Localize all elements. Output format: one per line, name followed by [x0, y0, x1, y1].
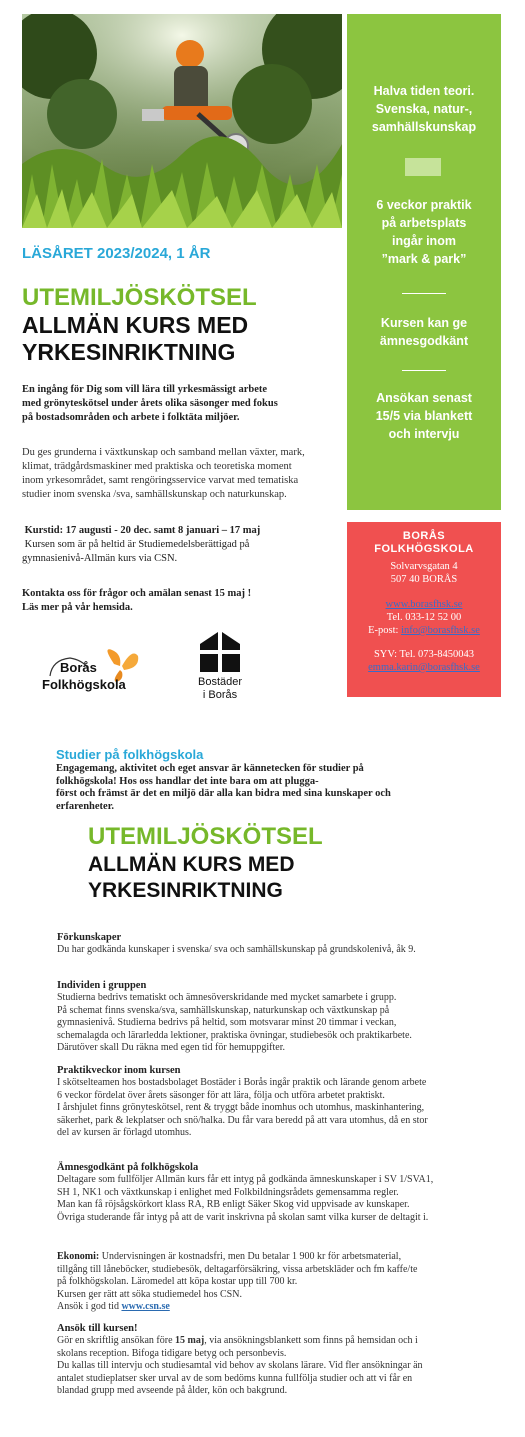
- address-zip: 507 40 BORÅS: [390, 574, 458, 585]
- email-row: E-post: info@borasfhsk.se: [368, 625, 480, 636]
- section-ansok: [57, 1322, 507, 1398]
- course-title-green: UTEMILJÖSKÖTSEL: [22, 284, 257, 311]
- highlight-line: Svenska, natur-,: [375, 102, 473, 116]
- section-heading: Förkunskaper: [57, 932, 122, 943]
- intro-lead: En ingång för Dig som vill lära till yrkesmässigt arbete med grönyteskötsel under årets olika säsonger med fokus på bostadsområden och arbete i folktäta miljöer.: [22, 384, 278, 423]
- intro-body: Du ges grunderna i växtkunskap och samband mellan växter, mark, klimat, trädgårdsmaskiner med praktiska och teoretiska moment inom yrkesområdet, samt rengöringsservice varvat med tematiska studier inom svenska /sva, samhällskunskap och naturkunskap.: [22, 447, 305, 500]
- logo-text-folkhogskola: Folkhögskola: [42, 677, 126, 692]
- course-title2-line2: YRKESINRIKTNING: [88, 879, 283, 902]
- section-heading: Ämnesgodkänt på folkhögskola: [57, 1162, 199, 1173]
- course-title2-line1: ALLMÄN KURS MED: [88, 853, 295, 876]
- email-link[interactable]: info@borasfhsk.se: [401, 625, 480, 636]
- address-street: Solvarvsgatan 4: [390, 561, 458, 572]
- website-link[interactable]: www.borasfhsk.se: [385, 599, 463, 610]
- hero-photo-illustration: [22, 14, 342, 228]
- course-title-line2: YRKESINRIKTNING: [22, 339, 236, 365]
- contact-box: [347, 522, 501, 697]
- highlight-line: på arbetsplats: [381, 216, 467, 230]
- house-grid-icon: [198, 630, 242, 674]
- section-forkunskaper: [57, 931, 507, 957]
- logo-text-iboras: i Borås: [202, 689, 238, 701]
- highlight-line: ingår inom: [392, 234, 456, 248]
- highlight-line: 15/5 via blankett: [375, 409, 473, 423]
- section-individen: [57, 979, 507, 1055]
- highlight-line: Ansökan senast: [376, 391, 472, 405]
- syv-phone: SYV: Tel. 073-8450043: [373, 649, 475, 660]
- section-text: I skötselteamen hos bostadsbolaget Bostäder i Borås ingår praktik och lärande genom arbete 6 veckor fördelat över årets säsonger för att lära, följa och utföra arbetet praktiskt. I årshjulet finns grönyteskötsel, rent & tryggt både inomhus och utomhus, maskinhantering, säkerhet, park & lekplatser och snö/halka. Du får vara beredd på att vara utomhus, då en stor del av kursen är förlagd utomhus.: [57, 1077, 428, 1138]
- section-heading: Ansök till kursen!: [57, 1323, 138, 1334]
- highlight-line: 6 veckor praktik: [376, 198, 472, 212]
- school-name-line1: BORÅS: [402, 530, 446, 542]
- phone-number: Tel. 033-12 52 00: [386, 612, 462, 623]
- highlight-line: Kursen kan ge: [380, 316, 468, 330]
- studier-heading: Studier på folkhögskola: [56, 747, 204, 762]
- highlight-line: och intervju: [388, 427, 460, 441]
- highlight-line: ”mark & park”: [381, 252, 467, 266]
- section-text: Du har godkända kunskaper i svenska/ sva och samhällskunskap på grundskolenivå, åk 9.: [57, 944, 416, 955]
- highlight-line: samhällskunskap: [371, 120, 477, 134]
- course-title-line1: ALLMÄN KURS MED: [22, 312, 249, 338]
- highlight-grades: [355, 314, 493, 350]
- section-text: Studierna bedrivs tematiskt och ämnesöverskridande med mycket samarbete i grupp. På schemat finns svenska/sva, samhällskunskap, naturkunskap och växtkunskap på gymnasienivå. Studierna bedrivs på heltid, som motsvarar minst 20 timmar i veckan, schemalagda och lärarledda lektioner, praktiska övningar, studiebesök och praktikarbete. Därutöver skall Du räkna med egen tid för hemuppgifter.: [57, 992, 412, 1053]
- section-heading: Individen i gruppen: [57, 980, 147, 991]
- course-title2-green: UTEMILJÖSKÖTSEL: [88, 823, 323, 850]
- section-text: Gör en skriftlig ansökan före 15 maj, via ansökningsblankett som finns på hemsidan och i skolans reception. Bifoga tidigare betyg och personbevis. Du kallas till intervju och studiesamtal vid behov av skolans lärare. Vid fler ansökningar än antalet studieplatser sker urval av de som bedöms kunna fullfölja studier och att vi får en blandad grupp med avseende på ålder, kön och bakgrund.: [57, 1335, 423, 1396]
- highlight-theory: [355, 82, 493, 136]
- divider-line: [402, 293, 446, 294]
- syv-email-link[interactable]: emma.karin@borasfhsk.se: [368, 662, 480, 673]
- folkhogskola-logo: [42, 646, 142, 701]
- school-name-line2: FOLKHÖGSKOLA: [374, 543, 474, 555]
- logo-text-bostader: Bostäder: [197, 676, 243, 688]
- section-praktik: [57, 1064, 507, 1140]
- highlight-line: Halva tiden teori.: [373, 84, 475, 98]
- highlight-practice: [355, 196, 493, 268]
- section-amnesgodkant: [57, 1161, 507, 1224]
- csn-link[interactable]: www.csn.se: [121, 1301, 170, 1312]
- highlight-apply: [355, 389, 493, 443]
- divider-line: [402, 370, 446, 371]
- highlights-sidebar: [347, 14, 501, 510]
- school-year: LÄSÅRET 2023/2024, 1 ÅR: [22, 245, 211, 262]
- section-heading: Praktikveckor inom kursen: [57, 1065, 181, 1076]
- hero-photo: [22, 14, 342, 228]
- studier-text: Engagemang, aktivitet och eget ansvar är kännetecken för studier på folkhögskola! Hos oss handlar det inte bara om att plugga- först och främst är det en miljö där alla kan bidra med sina kunskaper och erfarenheter.: [56, 763, 391, 812]
- course-period: Kurstid: 17 augusti - 20 dec. samt 8 januari – 17 maj Kursen som är på heltid är Studiemedelsberättigad på gymnasienivå-Allmän kurs via CSN.: [22, 525, 261, 564]
- section-ekonomi: Ekonomi: Undervisningen är kostnadsfri, men Du betalar 1 900 kr för arbetsmaterial, tillgång till låneböcker, studiebesök, deltagarförsäkring, vissa arbetskläder och fm kaffe/te på folkhögskolan. Läromedel att köpa kostar upp till 700 kr. Kursen ger rätt att söka studiemedel hos CSN. Ansök i god tid www.csn.se: [57, 1251, 418, 1312]
- bostader-logo: [190, 630, 250, 710]
- highlight-line: ämnesgodkänt: [379, 334, 469, 348]
- logo-text-boras: Borås: [60, 660, 97, 675]
- divider-block: [405, 158, 441, 176]
- section-text: Deltagare som fullföljer Allmän kurs får ett intyg på godkända ämneskunskaper i SV 1/SVA1, SH 1, NK1 och växtkunskap i enlighet med Folkbildningsrådets gemensamma regler. Man kan få röjsågskörkort klass RA, RB enligt Säker Skog vid uppvisade av kunskaper. Övriga studerande får intyg på att de varit inskrivna på skolan samt vilka kurser de deltagit i.: [57, 1174, 434, 1223]
- contact-note: Kontakta oss för frågor och amälan senast 15 maj ! Läs mer på vår hemsida.: [22, 588, 252, 613]
